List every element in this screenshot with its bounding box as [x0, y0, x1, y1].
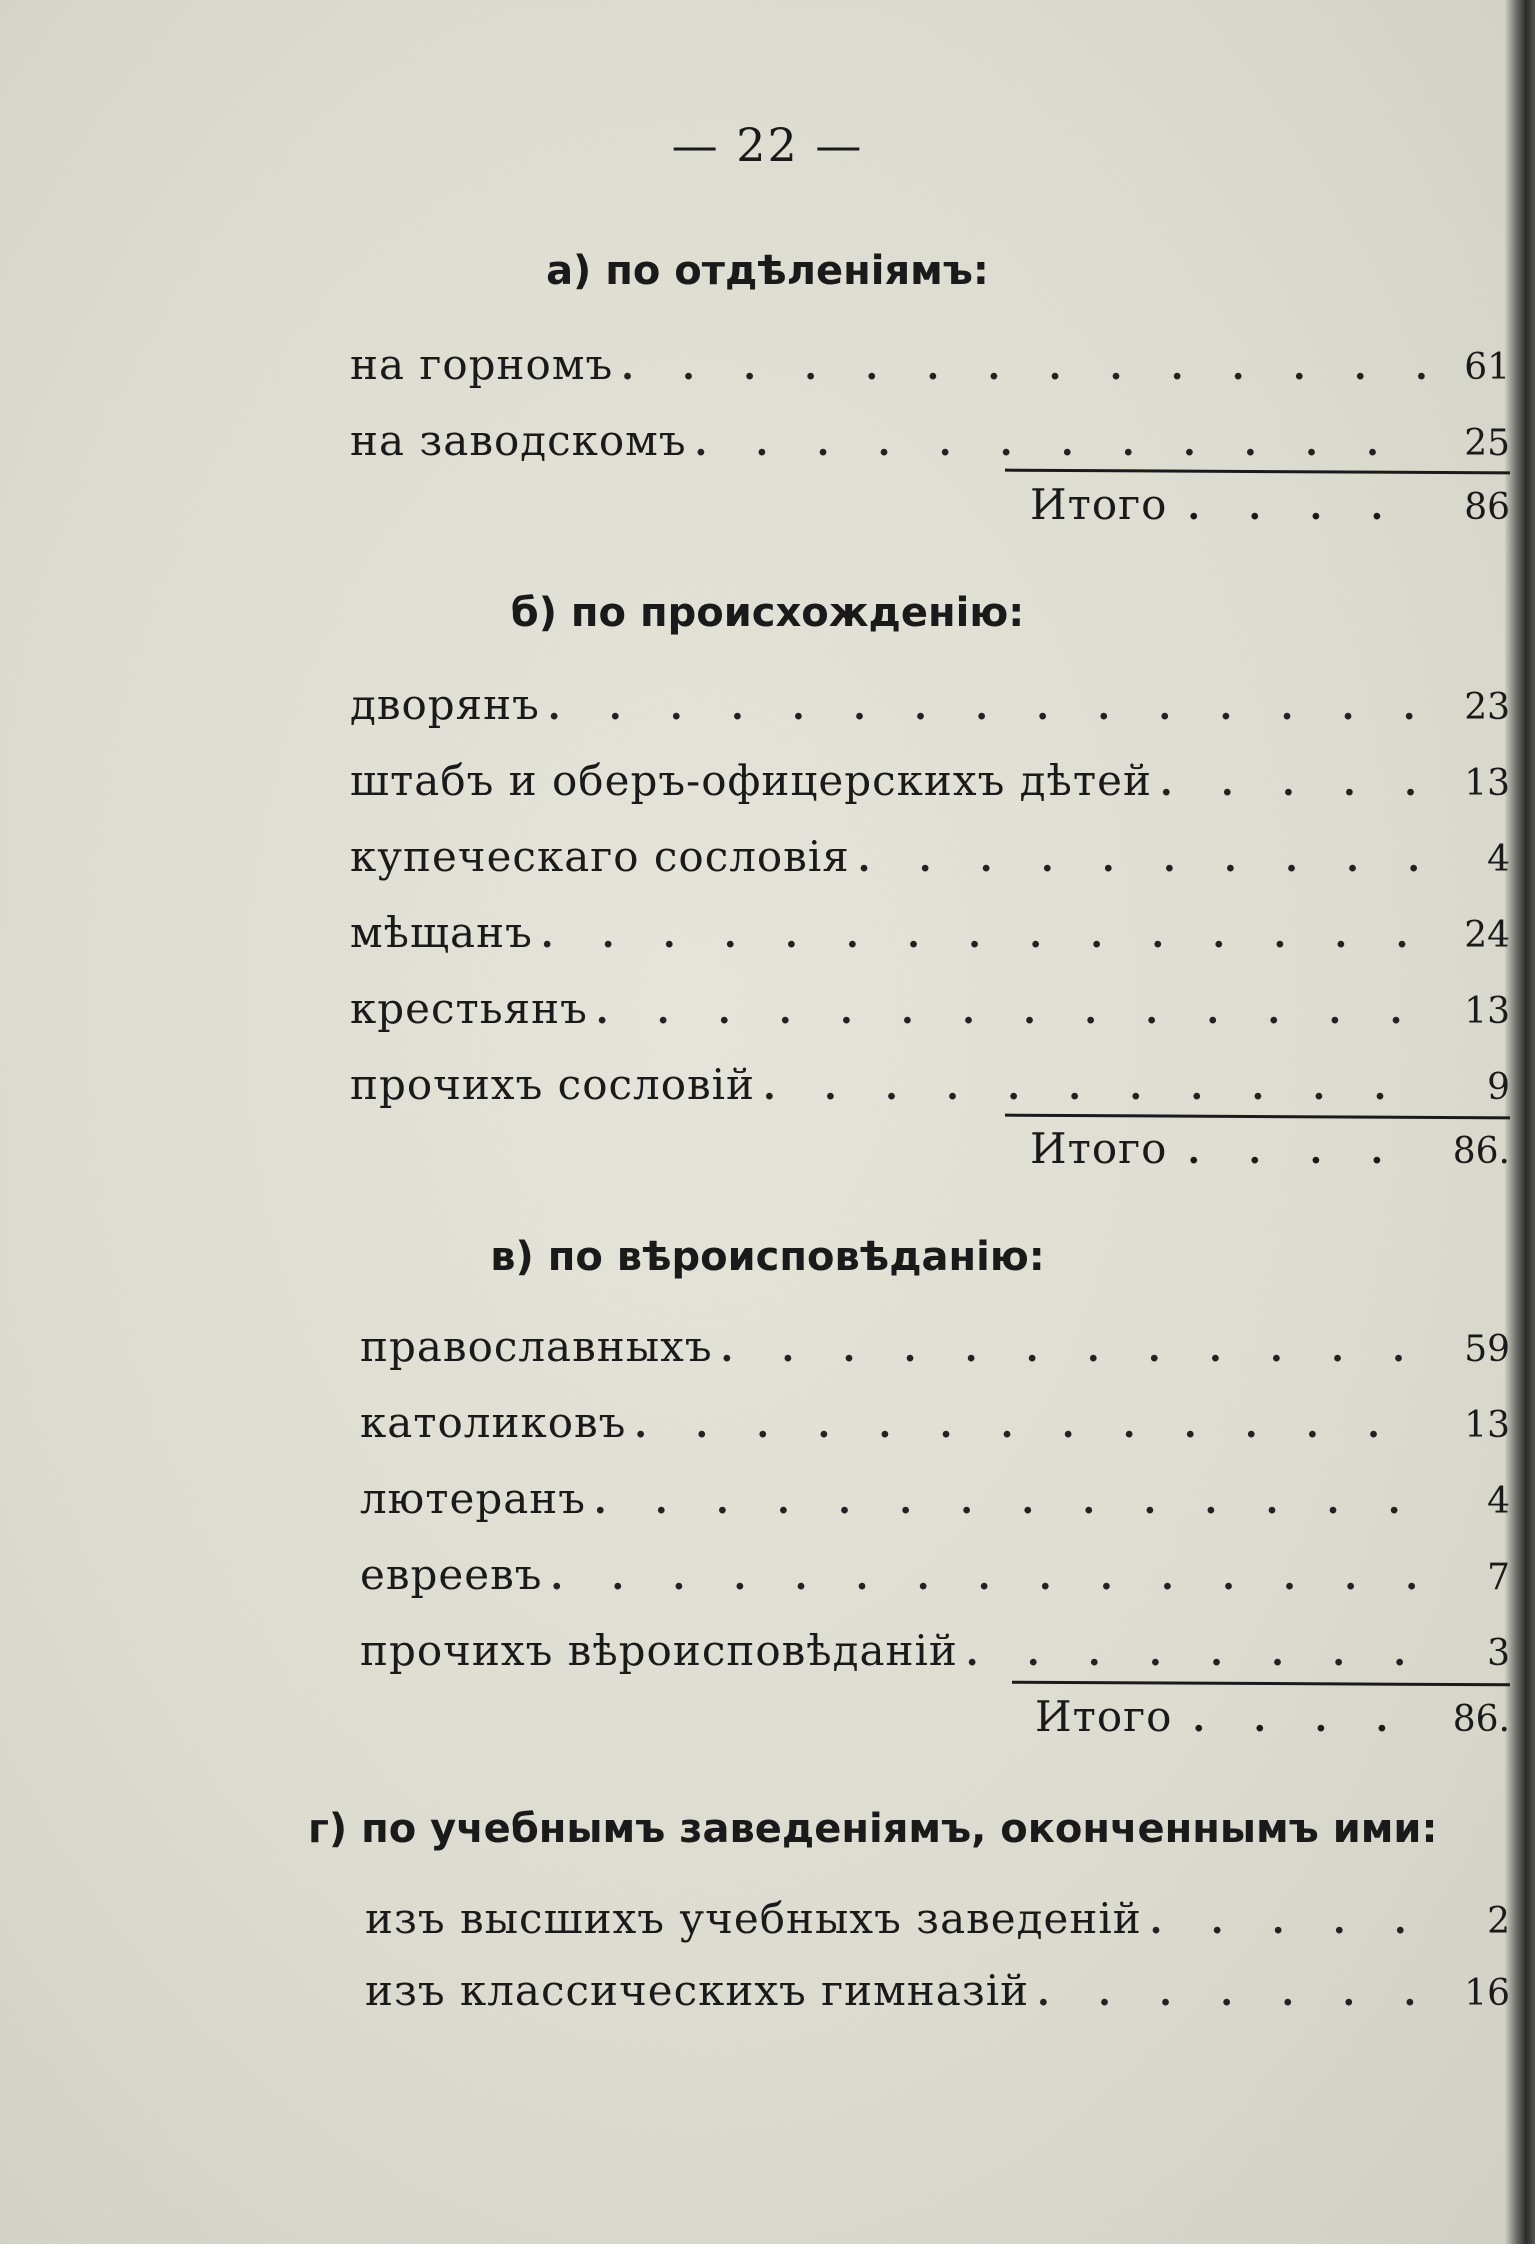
section-c-row [360, 1550, 1510, 1610]
row-value: 13 [1464, 1405, 1510, 1446]
leader-dots [1167, 1130, 1430, 1172]
row-label: прочихъ сословій [350, 1060, 756, 1109]
section-b-row [350, 908, 1510, 968]
section-a-row [350, 416, 1510, 476]
leader-dots [966, 1632, 1430, 1674]
row-label: купеческаго сословія [350, 832, 850, 881]
row-value: 7 [1487, 1557, 1510, 1598]
leader-dots [634, 1404, 1430, 1446]
row-value: 3 [1487, 1633, 1510, 1674]
section-d-row [365, 1894, 1510, 1954]
section-a-heading: а) по отдѣленіямъ: [546, 248, 989, 294]
total-value: 86 [1464, 487, 1510, 528]
section-c-heading: в) по вѣроисповѣданію: [490, 1234, 1045, 1280]
row-value: 59 [1464, 1329, 1510, 1370]
total-value: 86. [1452, 1699, 1510, 1740]
row-value: 13 [1464, 763, 1510, 804]
row-value: 25 [1464, 423, 1510, 464]
section-b-row [350, 680, 1510, 740]
section-b-row [350, 1060, 1510, 1120]
section-c-row [360, 1626, 1510, 1686]
leader-dots [721, 1328, 1430, 1370]
section-b-row [350, 984, 1510, 1044]
row-label: евреевъ [360, 1550, 543, 1599]
section-d-heading: г) по учебнымъ заведеніямъ, оконченнымъ ими: [308, 1806, 1438, 1852]
section-b-total [1030, 1124, 1510, 1184]
row-value: 4 [1487, 839, 1510, 880]
row-label: прочихъ вѣроисповѣданій [360, 1626, 958, 1675]
section-c-row [360, 1474, 1510, 1534]
section-c-row [360, 1322, 1510, 1382]
leader-dots [548, 686, 1430, 728]
leader-dots [1167, 486, 1430, 528]
row-label: православныхъ [360, 1322, 713, 1371]
total-label: Итого [1030, 1124, 1168, 1173]
leader-dots [596, 990, 1430, 1032]
leader-dots [1037, 1972, 1430, 2014]
section-a-row [350, 340, 1510, 400]
row-label: на заводскомъ [350, 416, 687, 465]
row-value: 16 [1464, 1973, 1510, 2014]
row-value: 61 [1464, 347, 1510, 388]
leader-dots [1160, 762, 1430, 804]
row-label: изъ высшихъ учебныхъ заведеній [365, 1894, 1142, 1943]
total-value: 86. [1452, 1131, 1510, 1172]
section-b-heading: б) по происхожденію: [510, 590, 1025, 636]
leader-dots [695, 422, 1430, 464]
leader-dots [550, 1556, 1430, 1598]
row-value: 23 [1464, 687, 1510, 728]
section-b-row [350, 756, 1510, 816]
row-label: католиковъ [360, 1398, 627, 1447]
row-value: 9 [1487, 1067, 1510, 1108]
row-value: 4 [1487, 1481, 1510, 1522]
leader-dots [1172, 1698, 1430, 1740]
row-label: дворянъ [350, 680, 540, 729]
leader-dots [594, 1480, 1430, 1522]
total-label: Итого [1030, 480, 1168, 529]
leader-dots [541, 914, 1430, 956]
leader-dots [763, 1066, 1430, 1108]
row-label: изъ классическихъ гимназій [365, 1966, 1030, 2015]
leader-dots [1150, 1900, 1430, 1942]
leader-dots [858, 838, 1430, 880]
row-label: штабъ и оберъ-офицерскихъ дѣтей [350, 756, 1152, 805]
section-c-total [1035, 1692, 1510, 1752]
leader-dots [621, 346, 1430, 388]
row-label: на горномъ [350, 340, 614, 389]
row-value: 13 [1464, 991, 1510, 1032]
section-d-row [365, 1966, 1510, 2026]
section-a-total [1030, 480, 1510, 540]
row-value: 24 [1464, 915, 1510, 956]
row-value: 2 [1487, 1901, 1510, 1942]
total-label: Итого [1035, 1692, 1173, 1741]
section-b-row [350, 832, 1510, 892]
row-label: мѣщанъ [350, 908, 533, 957]
page-number: — 22 — [671, 118, 864, 172]
section-c-row [360, 1398, 1510, 1458]
row-label: крестьянъ [350, 984, 588, 1033]
row-label: лютеранъ [360, 1474, 586, 1523]
